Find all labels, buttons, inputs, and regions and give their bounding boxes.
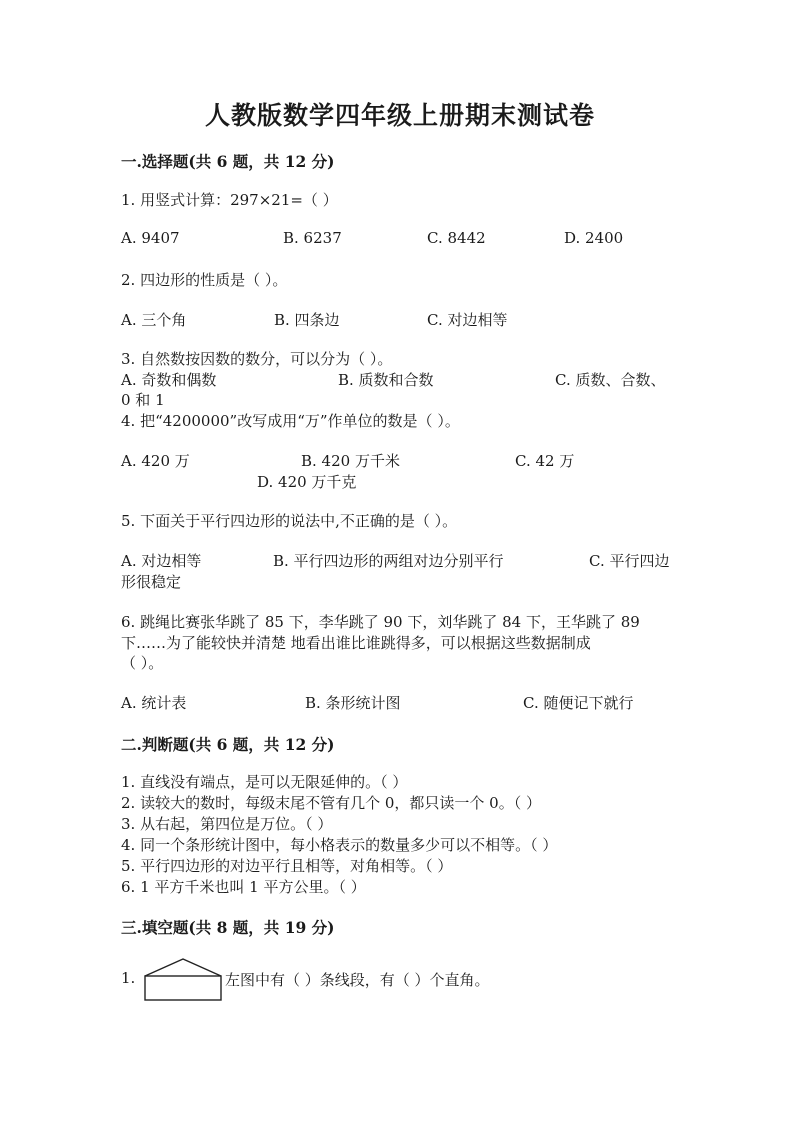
judge-item-5: 5. 平行四边形的对边平行且相等，对角相等。（ ） <box>121 857 453 875</box>
question-3-option-c-continued: 0 和 1 <box>121 391 165 409</box>
question-5-option-c-continued: 形很稳定 <box>121 573 182 591</box>
question-3-stem: 3. 自然数按因数的数分，可以分为（ ）。 <box>121 350 393 368</box>
section-heading-judgement: 二.判断题(共 6 题，共 12 分) <box>121 735 335 754</box>
question-5-stem: 5. 下面关于平行四边形的说法中,不正确的是（ ）。 <box>121 512 458 530</box>
page-title: 人教版数学四年级上册期末测试卷 <box>204 101 595 130</box>
house-shape-figure <box>143 957 223 1003</box>
question-5-option-c: C. 平行四边 <box>589 552 670 570</box>
figure-rectangle <box>145 976 221 1000</box>
question-6-stem-line-1: 6. 跳绳比赛张华跳了 85 下，李华跳了 90 下，刘华跳了 84 下，王华跳了 89 <box>121 613 640 631</box>
question-2-option-a: A. 三个角 <box>121 311 187 329</box>
judge-item-6: 6. 1 平方千米也叫 1 平方公里。（ ） <box>121 878 366 896</box>
fill-question-1-text: 左图中有（ ）条线段，有（ ）个直角。 <box>225 971 490 989</box>
section-heading-choice: 一.选择题(共 6 题，共 12 分) <box>121 152 335 171</box>
judge-item-2: 2. 读较大的数时，每级末尾不管有几个 0，都只读一个 0。（ ） <box>121 794 541 812</box>
question-6-option-b: B. 条形统计图 <box>305 694 401 712</box>
question-2-option-c: C. 对边相等 <box>427 311 508 329</box>
fill-question-1-number: 1. <box>121 969 136 987</box>
question-1-option-d: D. 2400 <box>564 229 624 247</box>
question-6-stem-line-3: （ ）。 <box>121 654 164 672</box>
question-4-option-d: D. 420 万千克 <box>257 473 357 491</box>
question-1-stem: 1. 用竖式计算：297×21=（ ） <box>121 191 338 209</box>
question-4-option-c: C. 42 万 <box>515 452 575 470</box>
question-3-option-c: C. 质数、合数、 <box>555 371 666 389</box>
question-3-option-a: A. 奇数和偶数 <box>121 371 217 389</box>
judge-item-1: 1. 直线没有端点，是可以无限延伸的。（ ） <box>121 773 408 791</box>
judge-item-4: 4. 同一个条形统计图中，每小格表示的数量多少可以不相等。（ ） <box>121 836 558 854</box>
question-1-option-b: B. 6237 <box>283 229 342 247</box>
question-4-option-a: A. 420 万 <box>121 452 190 470</box>
question-1-option-c: C. 8442 <box>427 229 486 247</box>
question-5-option-b: B. 平行四边形的两组对边分别平行 <box>273 552 504 570</box>
question-2-option-b: B. 四条边 <box>274 311 340 329</box>
question-3-option-b: B. 质数和合数 <box>338 371 434 389</box>
question-1-option-a: A. 9407 <box>121 229 180 247</box>
question-6-stem-line-2: 下……为了能较快并清楚 地看出谁比谁跳得多，可以根据这些数据制成 <box>121 634 591 652</box>
question-4-stem: 4. 把“4200000”改写成用“万”作单位的数是（ ）。 <box>121 412 460 430</box>
question-2-stem: 2. 四边形的性质是（ ）。 <box>121 271 288 289</box>
question-5-option-a: A. 对边相等 <box>121 552 202 570</box>
judge-item-3: 3. 从右起，第四位是万位。（ ） <box>121 815 333 833</box>
question-6-option-a: A. 统计表 <box>121 694 187 712</box>
question-4-option-b: B. 420 万千米 <box>301 452 400 470</box>
question-6-option-c: C. 随便记下就行 <box>523 694 634 712</box>
section-heading-fill-in: 三.填空题(共 8 题，共 19 分) <box>121 918 335 937</box>
figure-roof <box>145 959 221 976</box>
